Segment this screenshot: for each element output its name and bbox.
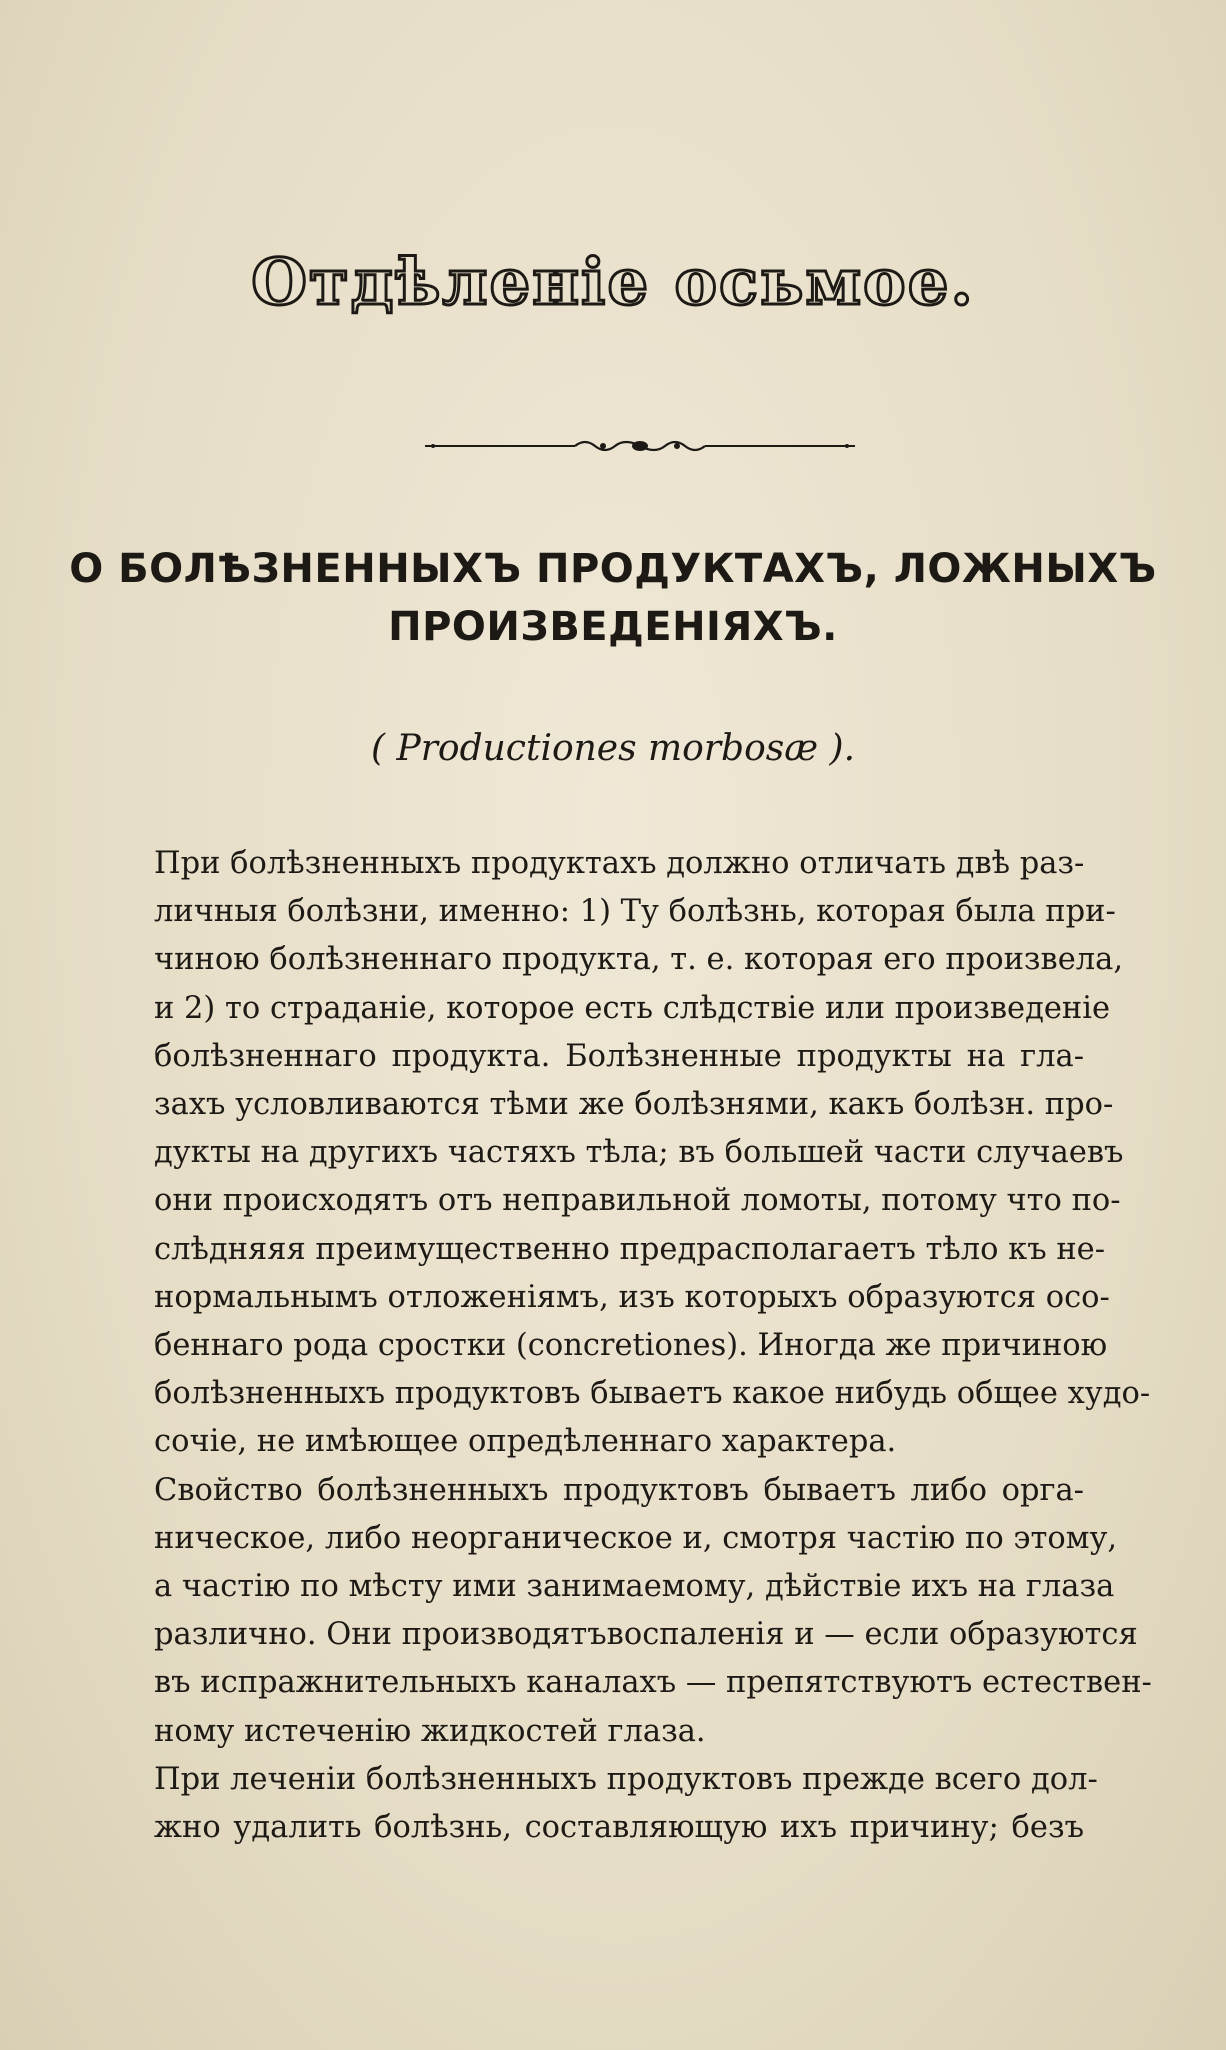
text-line: захъ условливаются тѣми же болѣзнями, какъ болѣзн. про- xyxy=(154,1087,1114,1123)
body-text xyxy=(154,840,1152,1852)
latin-subtitle: ( Productiones morbosæ ). xyxy=(370,728,856,769)
chapter-title-line-2: ПРОИЗВЕДЕНІЯХЪ. xyxy=(388,604,838,650)
bleed-through-texture xyxy=(120,60,1120,116)
text-line: При леченіи болѣзненныхъ продуктовъ прежде всего дол- xyxy=(154,1761,1098,1797)
text-line: болѣзненныхъ продуктовъ бываетъ какое нибудь общее худо- xyxy=(154,1376,1151,1412)
text-line: ническое, либо неорганическое и, смотря частію по этому, xyxy=(154,1520,1118,1556)
chapter-title xyxy=(0,540,1226,656)
text-line: они происходятъ отъ неправильной ломоты, потому что по- xyxy=(154,1183,1121,1219)
section-title: Отдѣленіе осьмое. xyxy=(251,245,975,320)
text-line: нормальнымъ отложеніямъ, изъ которыхъ образуются осо- xyxy=(154,1279,1110,1315)
text-line: личныя болѣзни, именно: 1) Ту болѣзнь, которая была при- xyxy=(154,894,1116,930)
text-line: въ испражнительныхъ каналахъ — препятствуютъ естествен- xyxy=(154,1665,1152,1701)
text-line: жно удалить болѣзнь, составляющую ихъ причину; безъ xyxy=(154,1810,1084,1846)
chapter-title-line-1: О БОЛѢЗНЕННЫХЪ ПРОДУКТАХЪ, ЛОЖНЫХЪ xyxy=(69,546,1157,592)
text-line: болѣзненнаго продукта. Болѣзненные продукты на гла- xyxy=(154,1038,1084,1074)
ornament-divider xyxy=(425,434,855,458)
text-line: а частію по мѣсту ими занимаемому, дѣйствіе ихъ на глаза xyxy=(154,1569,1115,1605)
text-line: чиною болѣзненнаго продукта, т. е. которая его произвела, xyxy=(154,942,1124,978)
text-line: различно. Они производятъвоспаленія и — если образуются xyxy=(154,1617,1138,1653)
text-line: и 2) то страданіе, которое есть слѣдствіе или произведеніе xyxy=(154,990,1111,1026)
text-line: слѣдняяя преимущественно предрасполагаетъ тѣло къ не- xyxy=(154,1231,1106,1267)
text-line: дукты на другихъ частяхъ тѣла; въ большей части случаевъ xyxy=(154,1135,1124,1171)
text-line: Свойство болѣзненныхъ продуктовъ бываетъ либо орга- xyxy=(154,1472,1084,1508)
text-line: сочіе, не имѣющее опредѣленнаго характера. xyxy=(154,1424,897,1460)
text-line: ному истеченію жидкостей глаза. xyxy=(154,1713,706,1749)
text-line: беннаго рода сростки (concretiones). Иногда же причиною xyxy=(154,1328,1108,1364)
text-line: При болѣзненныхъ продуктахъ должно отличать двѣ раз- xyxy=(154,846,1085,881)
